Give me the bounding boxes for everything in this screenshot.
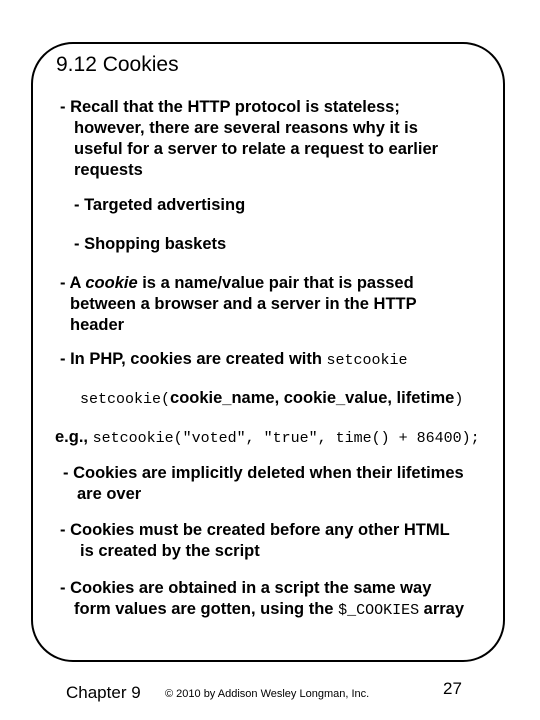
stateless-paragraph <box>60 97 438 181</box>
footer-copyright: © 2010 by Addison Wesley Longman, Inc. <box>165 688 370 700</box>
cookies-obtained-line-2 <box>60 599 464 621</box>
stateless-line-2: however, there are several reasons why it is <box>74 119 418 137</box>
cookies-obtained-paragraph <box>60 578 464 621</box>
cookies-obtained-line-1: - Cookies are obtained in a script the same way <box>60 579 432 597</box>
example-code: setcookie("voted", "true", time() + 86400); <box>92 430 480 447</box>
cookies-array-code: $_COOKIES <box>338 602 420 619</box>
footer-chapter: Chapter 9 <box>66 683 141 702</box>
cookie-definition-pre: - A <box>60 274 86 292</box>
cookies-obtained-pre: form values are gotten, using the <box>74 600 339 618</box>
php-setcookie-line <box>60 349 408 371</box>
create-before-html-line-1: - Cookies must be created before any other HTML <box>60 521 450 539</box>
shopping-baskets-text: - Shopping baskets <box>74 235 227 253</box>
cookie-term: cookie <box>85 274 138 292</box>
setcookie-signature-args: cookie_name, cookie_value, lifetime <box>170 389 455 407</box>
cookies-obtained-post: array <box>419 600 465 618</box>
setcookie-signature-close: ) <box>454 391 464 408</box>
setcookie-signature-line <box>80 388 463 410</box>
setcookie-signature-open: setcookie( <box>80 391 171 408</box>
create-before-html-paragraph <box>60 520 450 562</box>
implicit-deletion-line-2: are over <box>77 485 142 503</box>
cookie-definition-line-1 <box>60 273 417 294</box>
cookie-definition-line-2: between a browser and a server in the HTTP <box>70 295 417 313</box>
setcookie-signature <box>80 388 463 410</box>
cookie-definition-line-3: header <box>70 316 125 334</box>
cookie-definition-post: is a name/value pair that is passed <box>137 274 414 292</box>
stateless-line-3: useful for a server to relate a request to earlier <box>74 140 439 158</box>
implicit-deletion-line-1: - Cookies are implicitly deleted when their lifetimes <box>63 464 464 482</box>
slide-title: 9.12 Cookies <box>56 53 179 76</box>
implicit-deletion-paragraph <box>63 463 464 505</box>
setcookie-code: setcookie <box>326 352 408 369</box>
shopping-baskets-bullet <box>74 234 226 255</box>
example-label: e.g., <box>55 428 93 446</box>
targeted-advertising-text: - Targeted advertising <box>74 196 246 214</box>
footer-page-number: 27 <box>443 679 462 698</box>
php-setcookie-paragraph <box>60 349 408 371</box>
stateless-line-4: requests <box>74 161 143 179</box>
stateless-line-1: - Recall that the HTTP protocol is stateless; <box>60 98 400 116</box>
php-setcookie-text: - In PHP, cookies are created with <box>60 350 327 368</box>
setcookie-example <box>55 427 480 449</box>
targeted-advertising-bullet <box>74 195 245 216</box>
setcookie-example-line <box>55 427 480 449</box>
cookie-definition-paragraph <box>60 273 417 336</box>
create-before-html-line-2: is created by the script <box>80 542 260 560</box>
